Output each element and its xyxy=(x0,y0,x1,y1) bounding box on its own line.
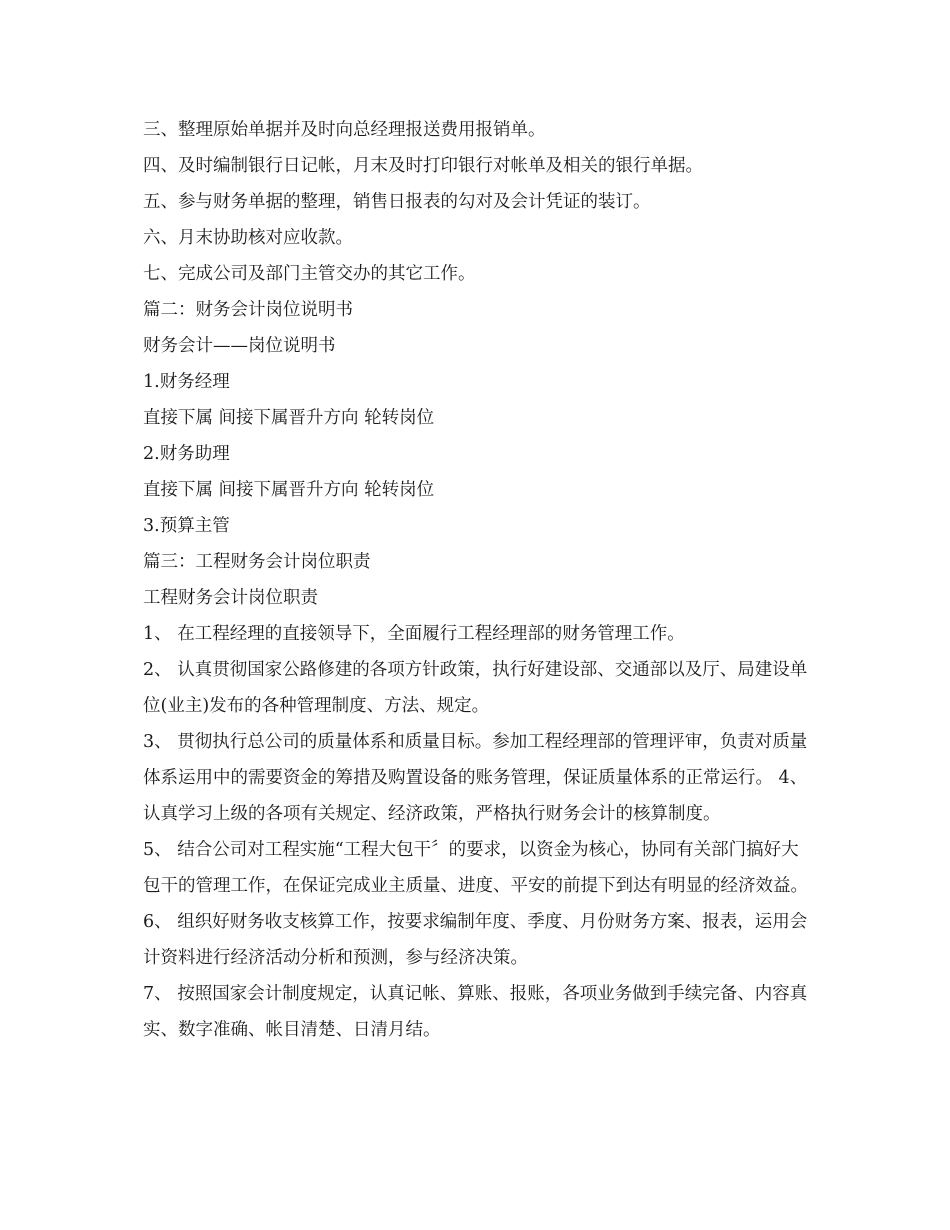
paragraph: 三、整理原始单据并及时向总经理报送费用报销单。 xyxy=(143,120,546,140)
list-item: 3、 贯彻执行总公司的质量体系和质量目标。参加工程经理部的管理评审，负责对质量体系运用中的需要资金的筹措及购置设备的账务管理，保证质量体系的正常运行。 4、 认真学习上级的各项有关规定、经济政策，严格执行财务会计的核算制度。 xyxy=(143,732,808,824)
paragraph: 五、参与财务单据的整理，销售日报表的勾对及会计凭证的装订。 xyxy=(143,192,651,212)
list-item: 1、 在工程经理的直接领导下，全面履行工程经理部的财务管理工作。 xyxy=(143,624,685,644)
list-item: 1.财务经理 xyxy=(143,372,230,392)
paragraph: 七、完成公司及部门主管交办的其它工作。 xyxy=(143,264,476,284)
list-item: 5、 结合公司对工程实施“工程大包干〞的要求，以资金为核心，协同有关部门搞好大包干的管理工作，在保证完成业主质量、进度、平安的前提下到达有明显的经济效益。 6、 组织好财务收支核算工作，按要求编制年度、季度、月份财务方案、报表，运用会计资料进行经济活动分析和预测，参与经济决策。 xyxy=(143,840,808,968)
section-title: 工程财务会计岗位职责 xyxy=(143,588,318,608)
section-heading: 篇三：工程财务会计岗位职责 xyxy=(143,552,371,572)
list-item: 2、 认真贯彻国家公路修建的各项方针政策，执行好建设部、交通部以及厅、局建设单位(业主)发布的各种管理制度、方法、规定。 xyxy=(143,660,808,716)
paragraph: 直接下属 间接下属晋升方向 轮转岗位 xyxy=(143,408,435,428)
document-body xyxy=(143,112,813,1048)
list-item: 7、 按照国家会计制度规定，认真记帐、算账、报账，各项业务做到手续完备、内容真实、数字准确、帐目清楚、日清月结。 xyxy=(143,984,808,1040)
paragraph: 六、月末协助核对应收款。 xyxy=(143,228,353,248)
section-heading: 篇二：财务会计岗位说明书 xyxy=(143,300,353,320)
list-item: 2.财务助理 xyxy=(143,444,230,464)
section-title: 财务会计——岗位说明书 xyxy=(143,336,336,356)
paragraph: 四、及时编制银行日记帐，月末及时打印银行对帐单及相关的银行单据。 xyxy=(143,156,703,176)
list-item: 3.预算主管 xyxy=(143,516,230,536)
paragraph: 直接下属 间接下属晋升方向 轮转岗位 xyxy=(143,480,435,500)
